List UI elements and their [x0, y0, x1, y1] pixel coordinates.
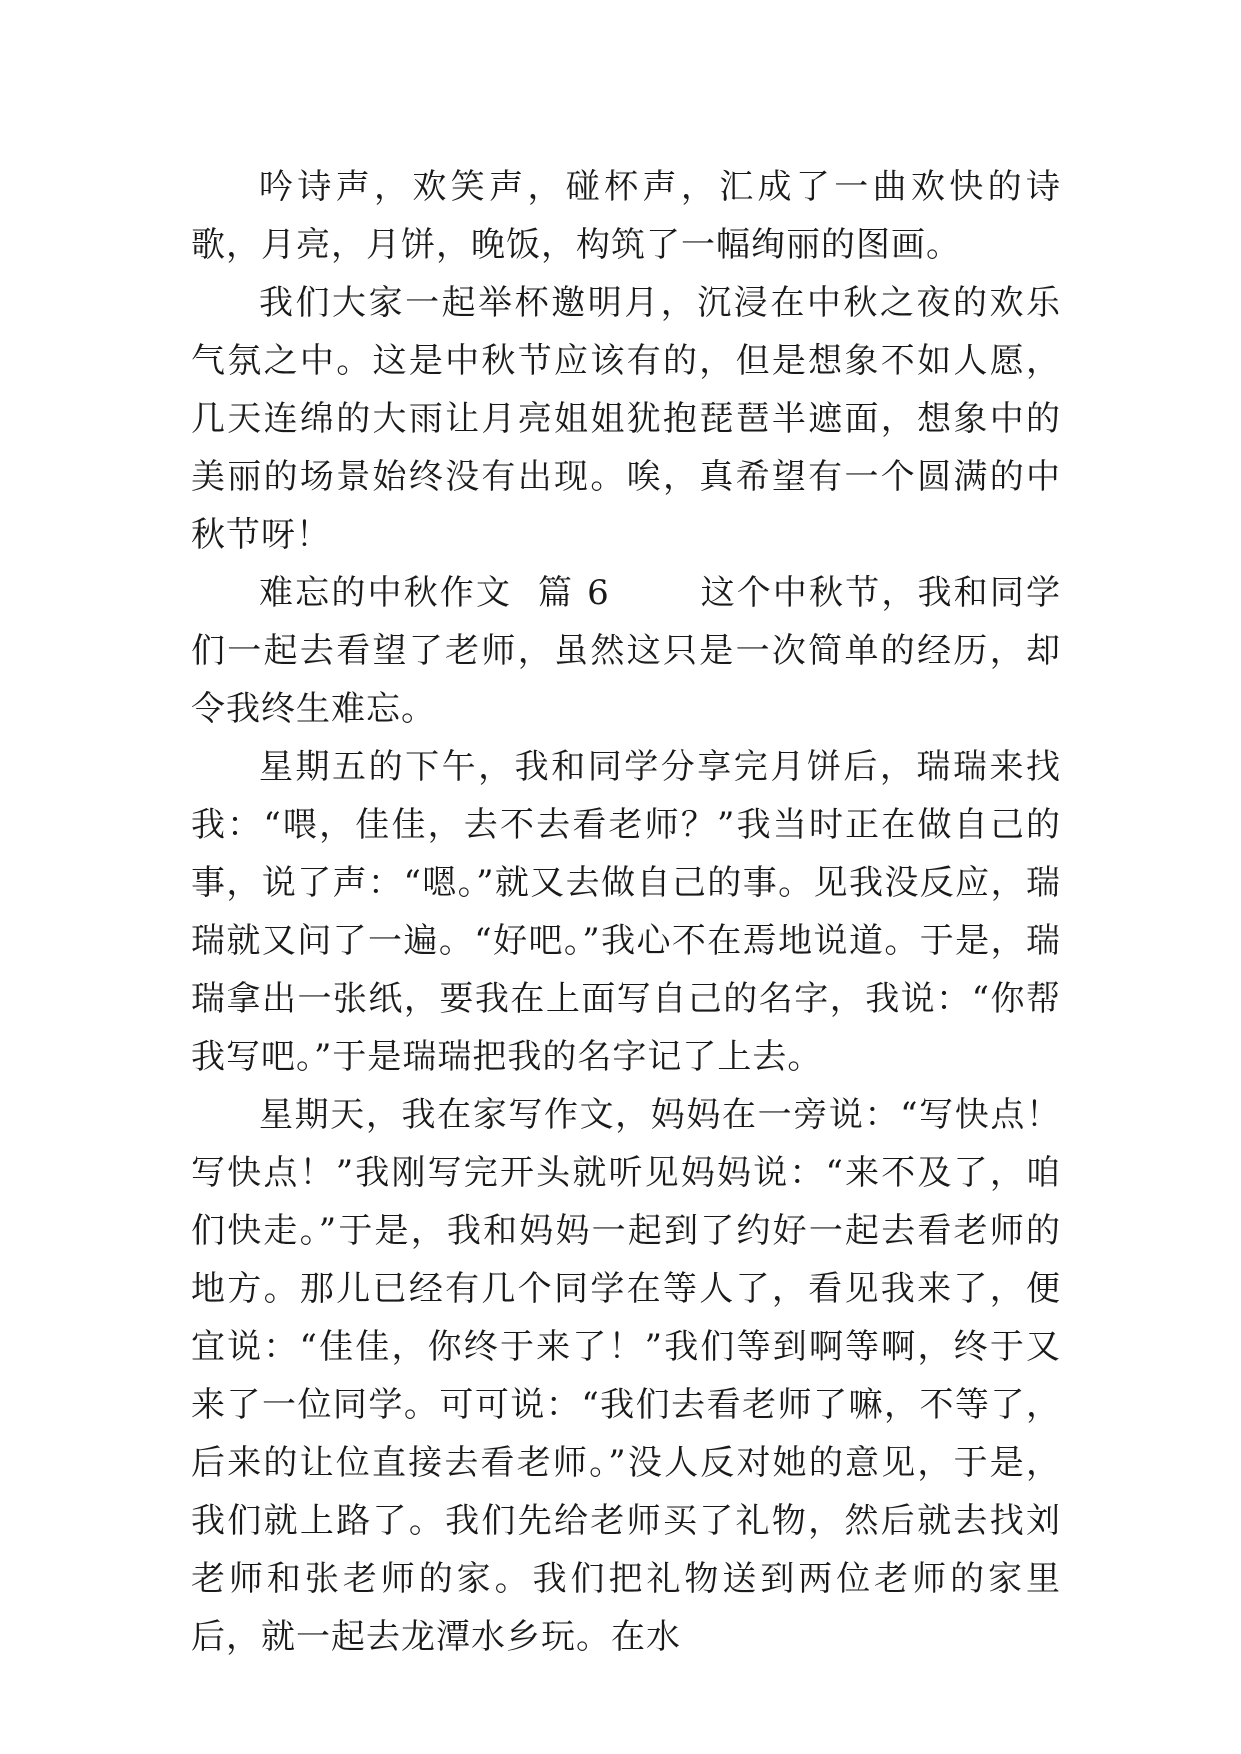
paragraph-sunday: 星期天，我在家写作文，妈妈在一旁说：“写快点！写快点！”我刚写完开头就听见妈妈说：“来不及了，咱们快走。”于是，我和妈妈一起到了约好一起去看老师的地方。那儿已经有几个同学在等人了，看见我来了，便宜说：“佳佳，你终于来了！”我们等到啊等啊，终于又来了一位同学。可可说：“我们去看老师了嘛，不等了，后来的让位直接去看老师。”没人反对她的意见，于是，我们就上路了。我们先给老师买了礼物，然后就去找刘老师和张老师的家。我们把礼物送到两位老师的家里后，就一起去龙潭水乡玩。在水 — [191, 1095, 1061, 1657]
section-number: 篇 6 — [538, 573, 610, 613]
section-title: 难忘的中秋作文 — [259, 573, 513, 613]
paragraph-friday: 星期五的下午，我和同学分享完月饼后，瑞瑞来找我：“喂，佳佳，去不去看老师？”我当时正在做自己的事，说了声：“嗯。”就又去做自己的事。见我没反应，瑞瑞就又问了一遍。“好吧。”我心不在焉地说道。于是，瑞瑞拿出一张纸，要我在上面写自己的名字，我说：“你帮我写吧。”于是瑞瑞把我的名字记了上去。 — [191, 747, 1061, 1077]
section-intro-text: 这个中秋节，我和同学们一起去看望了老师，虽然这只是一次简单的经历，却令我终生难忘。 — [191, 573, 1061, 729]
paragraph-moon-wish: 我们大家一起举杯邀明月，沉浸在中秋之夜的欢乐气氛之中。这是中秋节应该有的，但是想象不如人愿，几天连绵的大雨让月亮姐姐犹抱琵琶半遮面，想象中的美丽的场景始终没有出现。唉，真希望有一个圆满的中秋节呀！ — [191, 283, 1061, 555]
section-paragraph — [191, 564, 1061, 738]
paragraph-festival-sounds: 吟诗声，欢笑声，碰杯声，汇成了一曲欢快的诗歌，月亮，月饼，晚饭，构筑了一幅绚丽的图画。 — [191, 167, 1061, 265]
article-body — [191, 158, 1061, 1666]
